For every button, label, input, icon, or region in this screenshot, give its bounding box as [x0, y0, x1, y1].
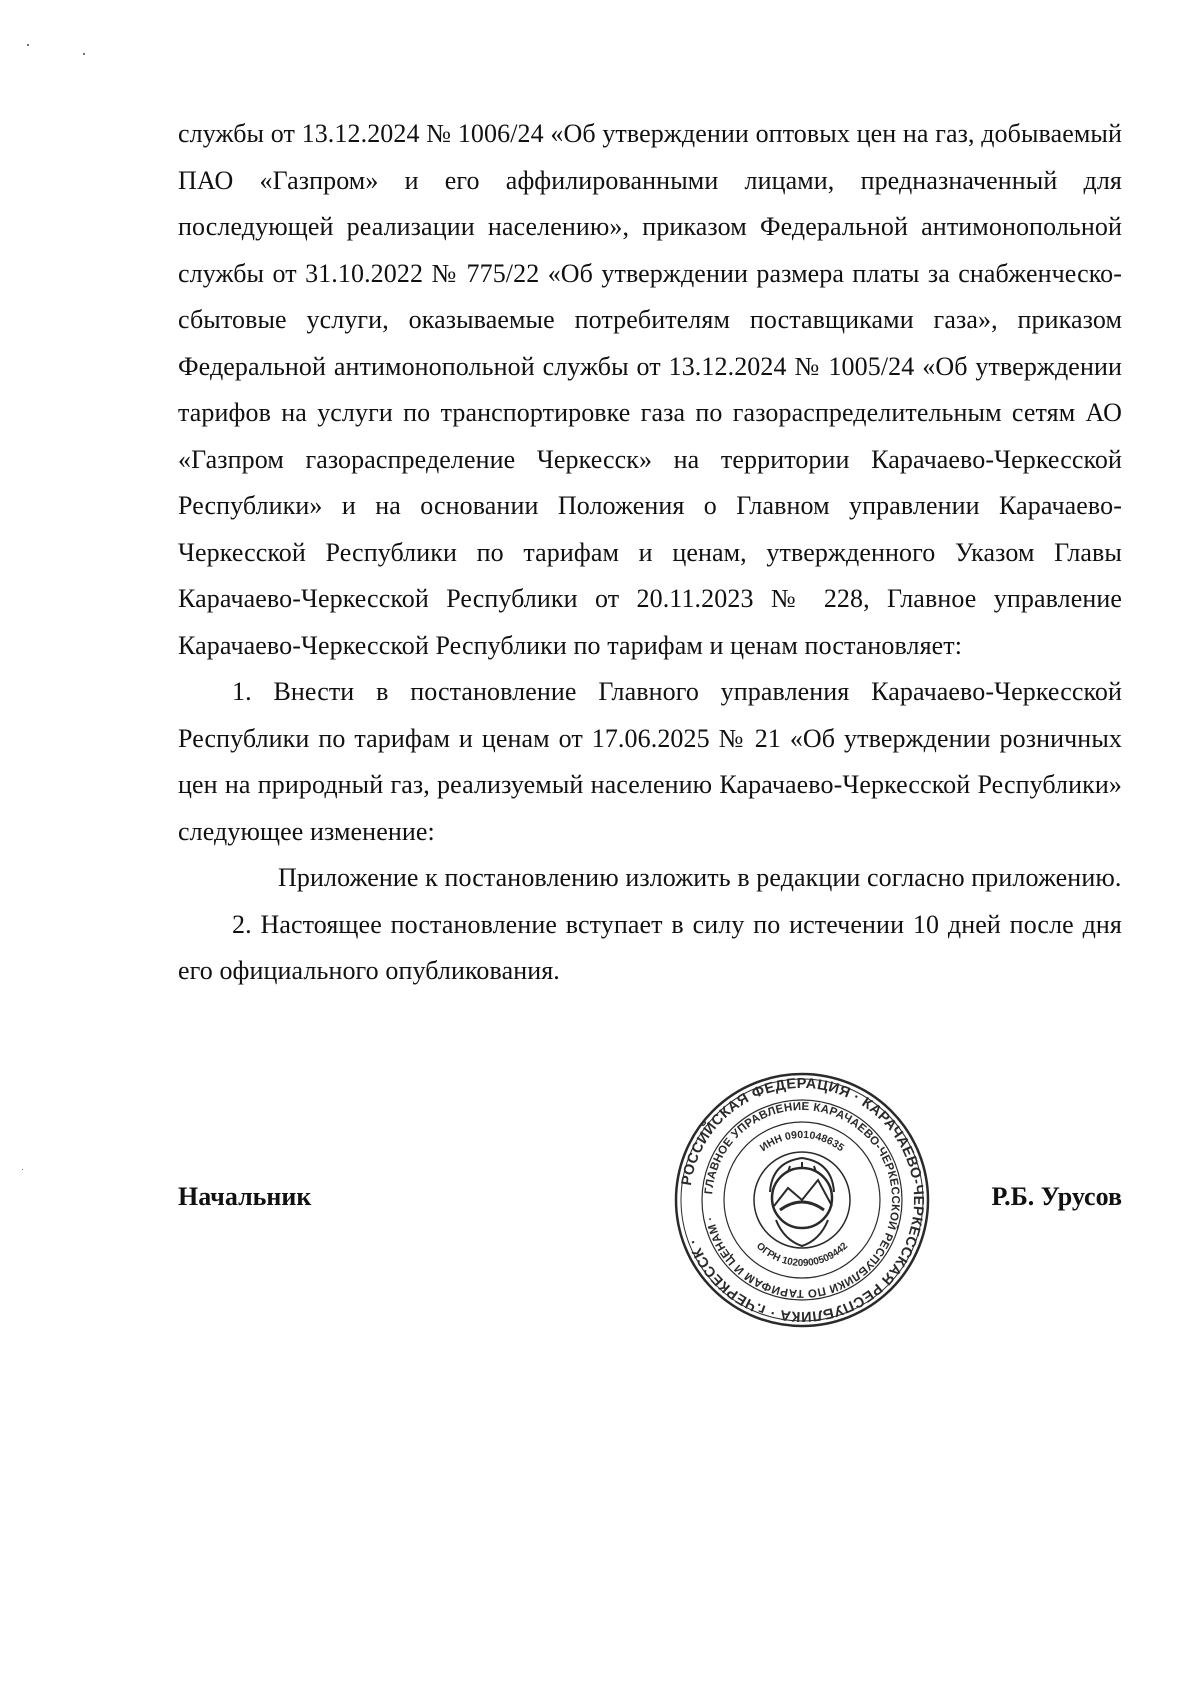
list-item-1-detail: Приложение к постановлению изложить в редакции согласно приложению. — [278, 863, 1122, 892]
official-seal-stamp — [672, 1070, 932, 1330]
list-item-2: 2. Настоящее постановление вступает в силу по истечении 10 дней после дня его официального опубликования. — [178, 909, 1122, 985]
seal-inn-text: ИНН 0901048635 — [757, 1128, 847, 1155]
seal-ogrn-text: ОГРН 1020900509442 — [753, 1240, 851, 1270]
signature-block — [178, 1182, 1122, 1222]
scan-speck — [22, 1169, 23, 1170]
coat-of-arms-emblem-icon — [770, 1158, 834, 1246]
signatory-name: Р.Б. Урусов — [991, 1182, 1122, 1211]
scan-speck — [83, 53, 85, 55]
seal-outer-text: РОССИЙСКАЯ ФЕДЕРАЦИЯ · КАРАЧАЕВО-ЧЕРКЕССКАЯ РЕСПУБЛИКА · г.ЧЕРКЕССК · — [678, 1075, 927, 1325]
scan-speck — [27, 44, 29, 46]
paragraph-intro: службы от 13.12.2024 № 1006/24 «Об утверждении оптовых цен на газ, добываемый ПАО «Газпром» и его аффилированными лицами, предназначенный для последующей реализации населению», приказом Федеральной антимонопольной службы от 31.10.2022 № 775/22 «Об утверждении размера платы за снабженческо-сбытовые услуги, оказываемые потребителям поставщиками газа», приказом Федеральной антимонопольной службы от 13.12.2024 № 1005/24 «Об утверждении тарифов на услуги по транспортировке газа по газораспределительным сетям АО «Газпром газораспределение Черкесск» на территории Карачаево-Черкесской Республики» и на основании Положения о Главном управлении Карачаево-Черкесской Республики по тарифам и ценам, утвержденного Указом Главы Карачаево-Черкесской Республики от 20.11.2023 № 228, Главное управление Карачаево-Черкесской Республики по тарифам и ценам постановляет: — [178, 119, 1122, 660]
document-body — [178, 111, 1122, 995]
signatory-title: Начальник — [178, 1182, 312, 1211]
list-item-1: 1. Внести в постановление Главного управления Карачаево-Черкесской Республики по тарифам и ценам от 17.06.2025 № 21 «Об утверждении розничных цен на природный газ, реализуемый населению Карачаево-Черкесской Республики» следующее изменение: — [178, 677, 1122, 846]
svg-text:ОГРН 1020900509442 — [754, 1240, 850, 1269]
seal-middle-text: ГЛАВНОЕ УПРАВЛЕНИЕ КАРАЧАЕВО-ЧЕРКЕССКОЙ РЕСПУБЛИКИ ПО ТАРИФАМ И ЦЕНАМ · — [703, 1100, 902, 1300]
svg-text:ИНН 0901048635 — [758, 1129, 847, 1154]
